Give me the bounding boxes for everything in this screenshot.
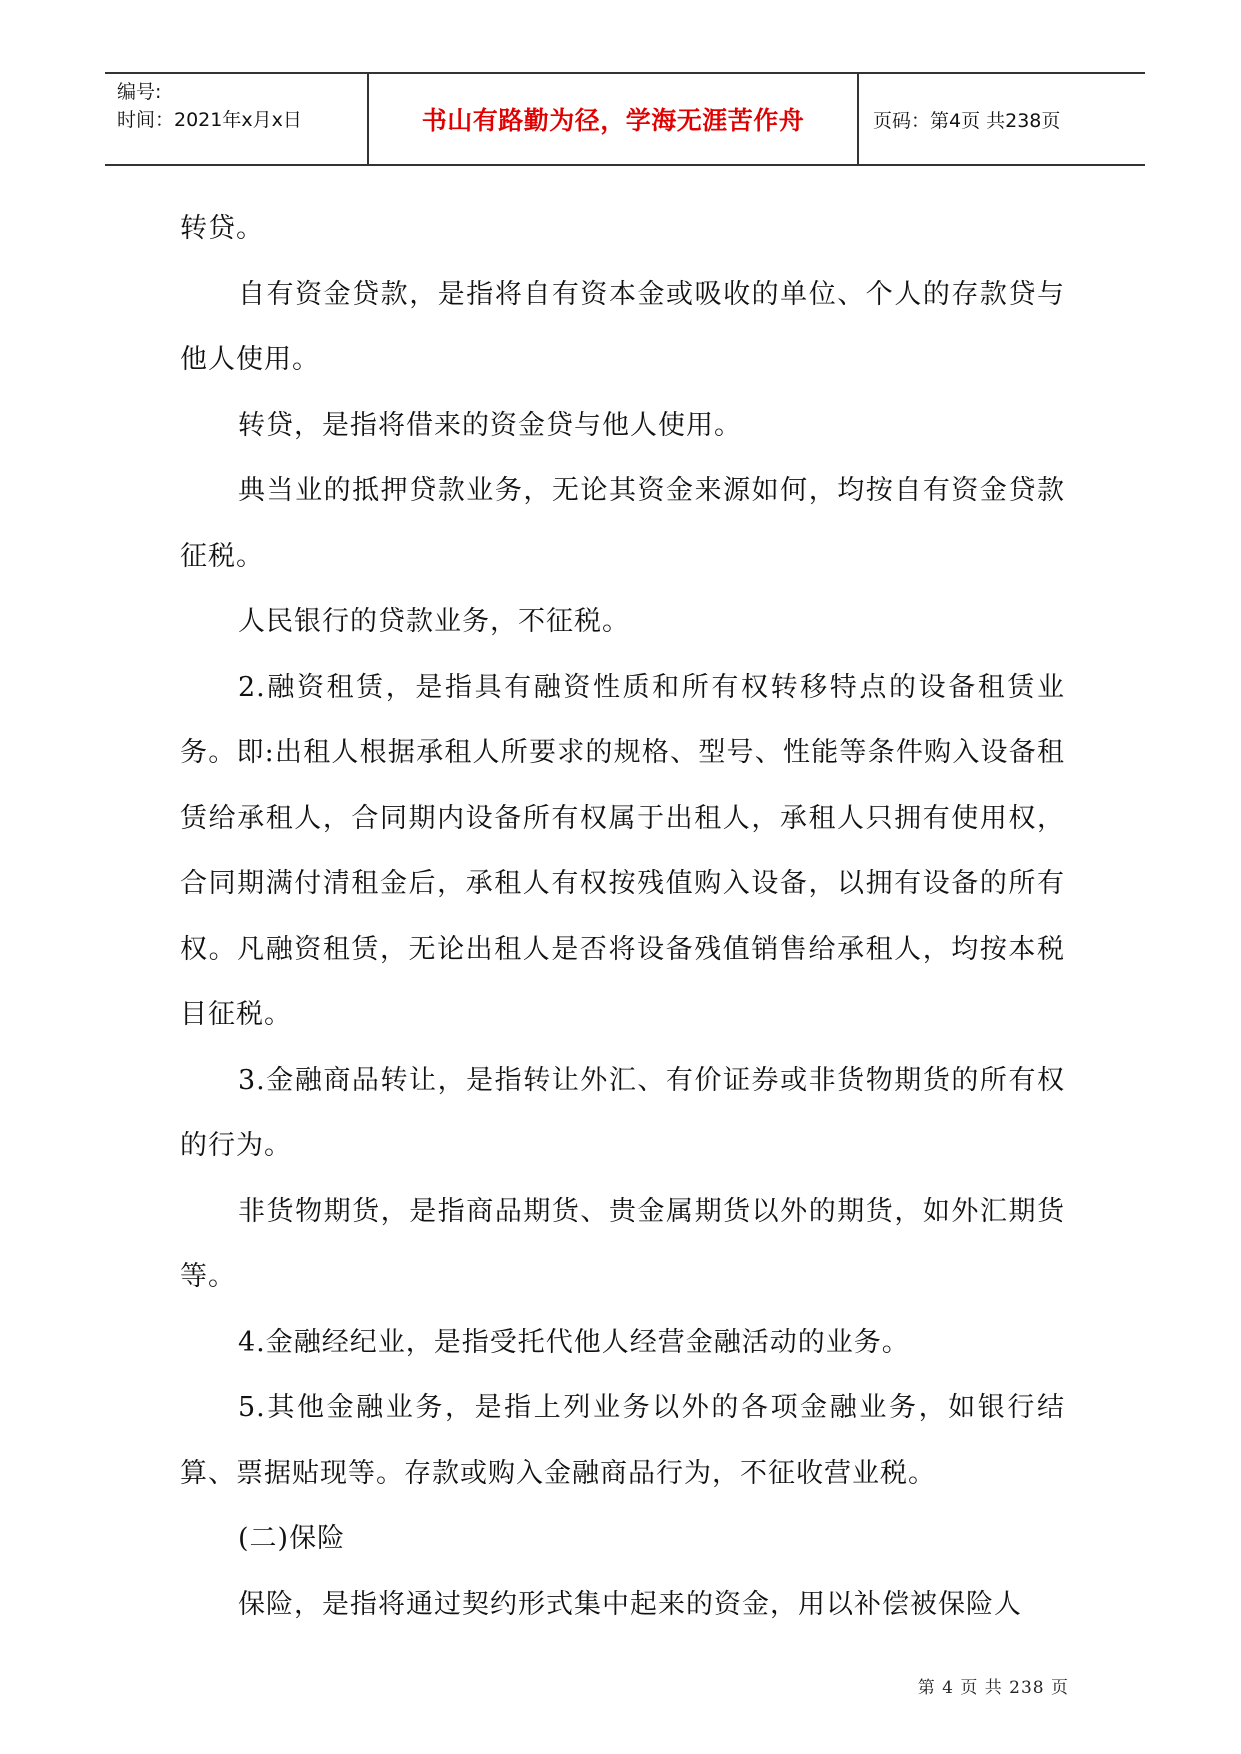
body-paragraph: 非货物期货，是指商品期货、贵金属期货以外的期货，如外汇期货等。	[180, 1195, 1065, 1292]
header-page-code: 页码：第4页 共238页	[873, 109, 1061, 132]
body-paragraph: 保险，是指将通过契约形式集中起来的资金，用以补偿被保险人	[238, 1588, 1022, 1620]
body-paragraph: (二)保险	[238, 1523, 346, 1554]
document-time: 时间：2021年x月x日	[117, 109, 302, 131]
header-motto: 书山有路勤为径，学海无涯苦作舟	[421, 106, 805, 135]
body-paragraph: 自有资金贷款，是指将自有资本金或吸收的单位、个人的存款贷与他人使用。	[180, 278, 1065, 375]
page-header	[105, 72, 1145, 166]
body-paragraph: 4.金融经纪业，是指受托代他人经营金融活动的业务。	[238, 1326, 910, 1358]
body-paragraph: 人民银行的贷款业务，不征税。	[238, 606, 630, 637]
header-info	[117, 78, 302, 134]
body-paragraph: 2.融资租赁，是指具有融资性质和所有权转移特点的设备租赁业务。即:出租人根据承租人所要求的规格、型号、性能等条件购入设备租赁给承租人，合同期内设备所有权属于出租人，承租人只拥有使用权，合同期满付清租金后，承租人有权按残值购入设备，以拥有设备的所有权。凡融资租赁，无论出租人是否将设备残值销售给承租人，均按本税目征税。	[180, 671, 1065, 1030]
document-number-label: 编号:	[117, 81, 162, 103]
body-paragraph: 5.其他金融业务，是指上列业务以外的各项金融业务，如银行结算、票据贴现等。存款或购入金融商品行为，不征收营业税。	[180, 1392, 1065, 1489]
body-paragraph: 转贷，是指将借来的资金贷与他人使用。	[238, 409, 742, 441]
document-body	[180, 196, 1065, 1637]
body-paragraph: 转贷。	[180, 213, 264, 244]
header-divider	[857, 74, 859, 164]
page-footer: 第 4 页 共 238 页	[917, 1678, 1069, 1698]
body-paragraph: 典当业的抵押贷款业务，无论其资金来源如何，均按自有资金贷款征税。	[180, 475, 1065, 572]
body-paragraph: 3.金融商品转让，是指转让外汇、有价证券或非货物期货的所有权的行为。	[180, 1064, 1065, 1161]
